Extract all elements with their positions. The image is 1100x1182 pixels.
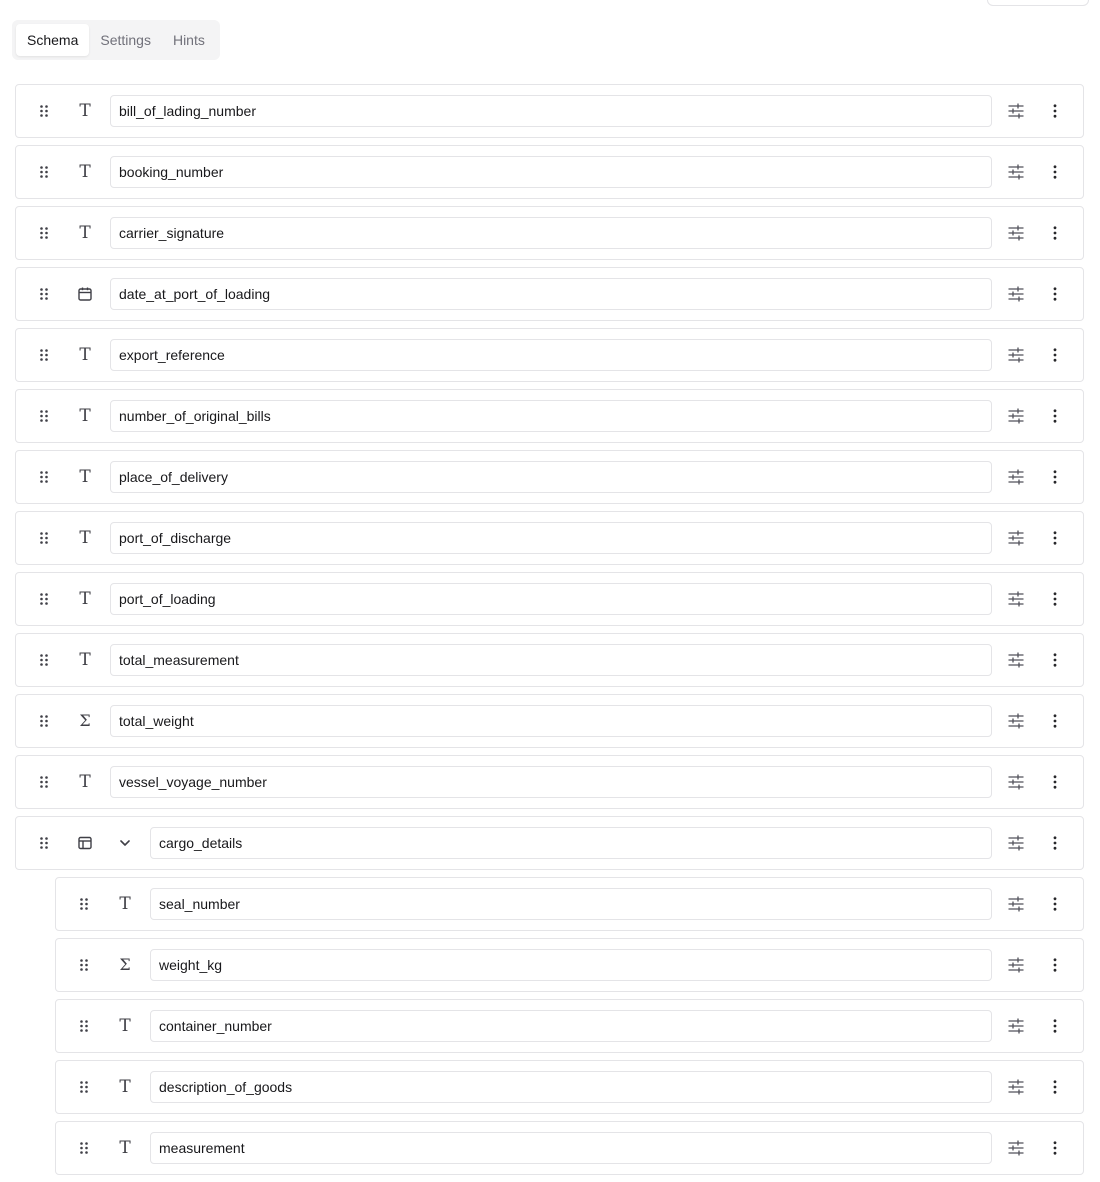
more-options-icon[interactable]	[1046, 285, 1064, 303]
schema-field-row	[55, 877, 1084, 931]
field-name-input[interactable]	[110, 156, 992, 188]
field-name-input[interactable]	[110, 217, 992, 249]
sigma-icon: Σ	[119, 955, 131, 974]
field-name-input[interactable]	[110, 95, 992, 127]
field-settings-icon[interactable]	[1007, 529, 1025, 547]
drag-handle-icon[interactable]	[76, 1079, 92, 1095]
more-options-icon[interactable]	[1046, 1078, 1064, 1096]
more-options-icon[interactable]	[1046, 651, 1064, 669]
more-options-icon[interactable]	[1046, 956, 1064, 974]
schema-field-row	[15, 755, 1084, 809]
drag-handle-icon[interactable]	[36, 591, 52, 607]
more-options-icon[interactable]	[1046, 773, 1064, 791]
schema-field-row	[15, 572, 1084, 626]
drag-handle-icon[interactable]	[36, 286, 52, 302]
text-type-icon: T	[79, 345, 91, 365]
drag-handle-icon[interactable]	[36, 469, 52, 485]
field-name-input[interactable]	[110, 766, 992, 798]
tab-bar	[12, 20, 220, 60]
tab-hints[interactable]: Hints	[172, 32, 205, 48]
schema-field-row	[15, 328, 1084, 382]
drag-handle-icon[interactable]	[36, 835, 52, 851]
drag-handle-icon[interactable]	[76, 896, 92, 912]
drag-handle-icon[interactable]	[76, 1018, 92, 1034]
field-settings-icon[interactable]	[1007, 590, 1025, 608]
schema-field-row	[55, 1060, 1084, 1114]
field-settings-icon[interactable]	[1007, 651, 1025, 669]
drag-handle-icon[interactable]	[76, 1140, 92, 1156]
tab-schema[interactable]: Schema	[16, 24, 89, 56]
field-settings-icon[interactable]	[1007, 163, 1025, 181]
field-name-input[interactable]	[150, 1071, 992, 1103]
schema-field-row	[15, 84, 1084, 138]
sigma-icon: Σ	[79, 711, 91, 730]
field-settings-icon[interactable]	[1007, 285, 1025, 303]
text-type-icon: T	[79, 650, 91, 670]
schema-field-row	[55, 1121, 1084, 1175]
field-settings-icon[interactable]	[1007, 1078, 1025, 1096]
field-settings-icon[interactable]	[1007, 712, 1025, 730]
text-type-icon: T	[119, 894, 131, 914]
drag-handle-icon[interactable]	[36, 103, 52, 119]
drag-handle-icon[interactable]	[76, 957, 92, 973]
field-name-input[interactable]	[110, 339, 992, 371]
field-name-input[interactable]	[150, 888, 992, 920]
drag-handle-icon[interactable]	[36, 225, 52, 241]
text-type-icon: T	[119, 1016, 131, 1036]
drag-handle-icon[interactable]	[36, 652, 52, 668]
top-right-button[interactable]	[987, 0, 1089, 6]
more-options-icon[interactable]	[1046, 1017, 1064, 1035]
text-type-icon: T	[119, 1077, 131, 1097]
drag-handle-icon[interactable]	[36, 347, 52, 363]
more-options-icon[interactable]	[1046, 834, 1064, 852]
schema-field-row	[15, 145, 1084, 199]
more-options-icon[interactable]	[1046, 1139, 1064, 1157]
drag-handle-icon[interactable]	[36, 530, 52, 546]
drag-handle-icon[interactable]	[36, 408, 52, 424]
table-icon	[76, 834, 94, 852]
field-settings-icon[interactable]	[1007, 773, 1025, 791]
field-settings-icon[interactable]	[1007, 1017, 1025, 1035]
field-settings-icon[interactable]	[1007, 468, 1025, 486]
calendar-icon	[76, 285, 94, 303]
more-options-icon[interactable]	[1046, 163, 1064, 181]
text-type-icon: T	[79, 162, 91, 182]
more-options-icon[interactable]	[1046, 102, 1064, 120]
schema-field-row	[15, 450, 1084, 504]
schema-field-row	[15, 389, 1084, 443]
schema-field-row	[15, 694, 1084, 748]
more-options-icon[interactable]	[1046, 529, 1064, 547]
more-options-icon[interactable]	[1046, 346, 1064, 364]
schema-group-row	[15, 816, 1084, 870]
schema-field-list	[15, 84, 1084, 1182]
field-name-input[interactable]	[150, 1010, 992, 1042]
field-name-input[interactable]	[110, 705, 992, 737]
schema-field-row	[15, 511, 1084, 565]
schema-field-row	[55, 938, 1084, 992]
field-settings-icon[interactable]	[1007, 346, 1025, 364]
field-name-input[interactable]	[150, 1132, 992, 1164]
more-options-icon[interactable]	[1046, 712, 1064, 730]
schema-field-row	[15, 206, 1084, 260]
text-type-icon: T	[79, 589, 91, 609]
field-settings-icon[interactable]	[1007, 224, 1025, 242]
text-type-icon: T	[79, 223, 91, 243]
field-name-input[interactable]	[150, 949, 992, 981]
more-options-icon[interactable]	[1046, 468, 1064, 486]
field-settings-icon[interactable]	[1007, 956, 1025, 974]
drag-handle-icon[interactable]	[36, 164, 52, 180]
chevron-down-icon[interactable]	[117, 835, 133, 851]
more-options-icon[interactable]	[1046, 224, 1064, 242]
field-settings-icon[interactable]	[1007, 102, 1025, 120]
field-name-input[interactable]	[110, 644, 992, 676]
field-settings-icon[interactable]	[1007, 1139, 1025, 1157]
schema-field-row	[15, 267, 1084, 321]
text-type-icon: T	[79, 528, 91, 548]
field-name-input[interactable]	[110, 522, 992, 554]
field-name-input[interactable]	[150, 827, 992, 859]
schema-field-row	[15, 633, 1084, 687]
text-type-icon: T	[119, 1138, 131, 1158]
drag-handle-icon[interactable]	[36, 774, 52, 790]
field-name-input[interactable]	[110, 461, 992, 493]
text-type-icon: T	[79, 467, 91, 487]
field-settings-icon[interactable]	[1007, 834, 1025, 852]
drag-handle-icon[interactable]	[36, 713, 52, 729]
schema-field-row	[55, 999, 1084, 1053]
text-type-icon: T	[79, 406, 91, 426]
field-settings-icon[interactable]	[1007, 895, 1025, 913]
field-name-input[interactable]	[110, 583, 992, 615]
text-type-icon: T	[79, 101, 91, 121]
tab-settings[interactable]: Settings	[100, 32, 151, 48]
more-options-icon[interactable]	[1046, 895, 1064, 913]
field-settings-icon[interactable]	[1007, 407, 1025, 425]
more-options-icon[interactable]	[1046, 407, 1064, 425]
more-options-icon[interactable]	[1046, 590, 1064, 608]
text-type-icon: T	[79, 772, 91, 792]
field-name-input[interactable]	[110, 400, 992, 432]
field-name-input[interactable]	[110, 278, 992, 310]
